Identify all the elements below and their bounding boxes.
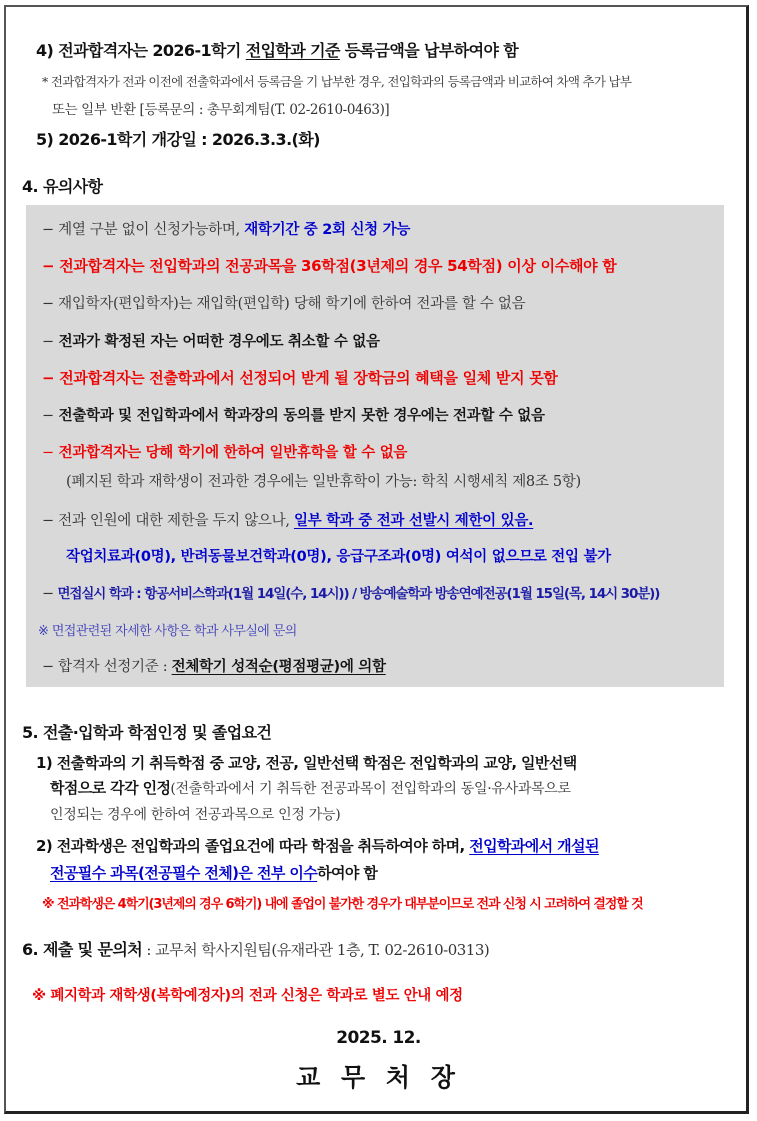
dash: − xyxy=(42,586,54,602)
item-4-suffix: 등록금액을 납부하여야 함 xyxy=(339,41,519,60)
dash: − xyxy=(42,369,55,387)
notice-item-4 xyxy=(42,330,380,351)
section-5-item-1-line2 xyxy=(50,777,571,798)
item-5-semester-start: 5) 2026-1학기 개강일 : 2026.3.3.(화) xyxy=(36,130,320,149)
notice-item-3 xyxy=(42,292,525,313)
notice-item-1-text: 계열 구분 없이 신청가능하며, xyxy=(53,222,245,238)
section-5-title: 5. 전출·입학과 학점인정 및 졸업요건 xyxy=(22,723,272,742)
notice-item-10 xyxy=(42,655,386,676)
dash: − xyxy=(42,445,54,461)
graduation-warning: ※ 전과학생은 4학기(3년제의 경우 6학기) 내에 졸업이 불가한 경우가 대부분이므로 전과 신청 시 고려하여 결정할 것 xyxy=(42,897,643,912)
notice-item-8-text: 전과 인원에 대한 제한을 두지 않으나, xyxy=(53,513,294,529)
section-5-item-2-line2 xyxy=(50,862,377,883)
interview-note: ※ 면접관련된 자세한 사항은 학과 사무실에 문의 xyxy=(38,624,297,639)
item-4-prefix: 4) 전과합격자는 2026-1학기 xyxy=(36,41,246,60)
section-5-item-2-line1 xyxy=(36,835,599,856)
issue-date: 2025. 12. xyxy=(336,1028,421,1048)
issuer-signature: 교 무 처 장 xyxy=(296,1063,461,1092)
section-5-item-2-emphasis-2: 전공필수 과목(전공필수 전체)은 전부 이수 xyxy=(50,864,318,882)
notice-item-10-text: 합격자 선정기준 : xyxy=(53,659,172,675)
notice-item-5 xyxy=(42,367,558,388)
notice-item-8-departments: 작업치료과(0명), 반려동물보건학과(0명), 응급구조과(0명) 여석이 없으므로 전입 불가 xyxy=(66,549,611,565)
dash: − xyxy=(42,513,54,529)
dash: − xyxy=(42,296,54,312)
notice-item-5-text: 전과합격자는 전출학과에서 선정되어 받게 될 장학금의 혜택을 일체 받지 못함 xyxy=(54,369,558,387)
section-4-title: 4. 유의사항 xyxy=(22,177,103,196)
notice-item-2-text: 전과합격자는 전입학과의 전공과목을 36학점(3년제의 경우 54학점) 이상 이수해야 함 xyxy=(54,257,617,275)
dash: − xyxy=(42,222,54,238)
section-6-title: 6. 제출 및 문의처 xyxy=(22,940,143,959)
notice-item-6 xyxy=(42,404,545,425)
section-5-item-2-emphasis: 전입학과에서 개설된 xyxy=(469,837,599,855)
dash: − xyxy=(42,334,54,350)
section-5-item-2-text: 2) 전과학생은 전입학과의 졸업요건에 따라 학점을 취득하여야 하며, xyxy=(36,837,470,855)
notice-item-8-emphasis: 일부 학과 중 전과 선발시 제한이 있음. xyxy=(293,513,534,529)
dash: − xyxy=(42,257,55,275)
section-5-item-1-normal: (전출학과에서 기 취득한 전공과목이 전입학과의 동일·유사과목으로 xyxy=(170,781,571,797)
notice-item-2 xyxy=(42,255,616,276)
notice-item-1-emphasis: 재학기간 중 2회 신청 가능 xyxy=(244,222,411,238)
notice-item-9 xyxy=(42,582,659,602)
section-5-item-2-text-2: 하여야 함 xyxy=(317,864,378,882)
closed-department-notice: ※ 폐지학과 재학생(복학예정자)의 전과 신청은 학과로 별도 안내 예정 xyxy=(32,988,463,1004)
notice-item-7-note: (폐지된 학과 재학생이 전과한 경우에는 일반휴학이 가능: 학칙 시행세칙 제8조 5항) xyxy=(66,474,581,490)
item-4-note-line1: * 전과합격자가 전과 이전에 전출학과에서 등록금을 기 납부한 경우, 전입학과의 등록금액과 비교하여 차액 추가 납부 xyxy=(42,74,632,89)
notice-item-3-text: 재입학자(편입학자)는 재입학(편입학) 당해 학기에 한하여 전과를 할 수 없음 xyxy=(53,296,526,312)
item-4-note-line2: 또는 일부 반환 [등록문의 : 총무회계팀(T. 02-2610-0463)] xyxy=(52,102,390,118)
notice-item-6-text: 전출학과 및 전입학과에서 학과장의 동의를 받지 못한 경우에는 전과할 수 없음 xyxy=(53,408,545,424)
item-4-underlined: 전입학과 기준 xyxy=(245,41,340,60)
notice-item-8 xyxy=(42,509,533,530)
notice-item-10-emphasis: 전체학기 성적순(평점평균)에 의함 xyxy=(171,659,386,675)
item-4-tuition xyxy=(36,38,518,61)
notice-item-1 xyxy=(42,218,410,239)
section-5-item-1-bold: 학점으로 각각 인정 xyxy=(50,779,171,797)
section-5-item-1-line1: 1) 전출학과의 기 취득학점 중 교양, 전공, 일반선택 학점은 전입학과의 교양, 일반선택 xyxy=(36,754,577,772)
notice-item-7 xyxy=(42,441,407,462)
section-6-contact xyxy=(22,937,489,960)
section-5-item-1-line3: 인정되는 경우에 한하여 전공과목으로 인정 가능) xyxy=(50,807,341,823)
notice-item-9-text: 면접실시 학과 : 항공서비스학과(1월 14일(수, 14시)) / 방송예술학과 방송연예전공(1월 15일(목, 14시 30분)) xyxy=(53,586,660,602)
dash: − xyxy=(42,408,54,424)
notice-item-7-text: 전과합격자는 당해 학기에 한하여 일반휴학을 할 수 없음 xyxy=(53,445,408,461)
notice-item-4-text: 전과가 확정된 자는 어떠한 경우에도 취소할 수 없음 xyxy=(53,334,380,350)
dash: − xyxy=(42,659,54,675)
section-6-detail: : 교무처 학사지원팀(유재라관 1층, T. 02-2610-0313) xyxy=(142,941,490,959)
